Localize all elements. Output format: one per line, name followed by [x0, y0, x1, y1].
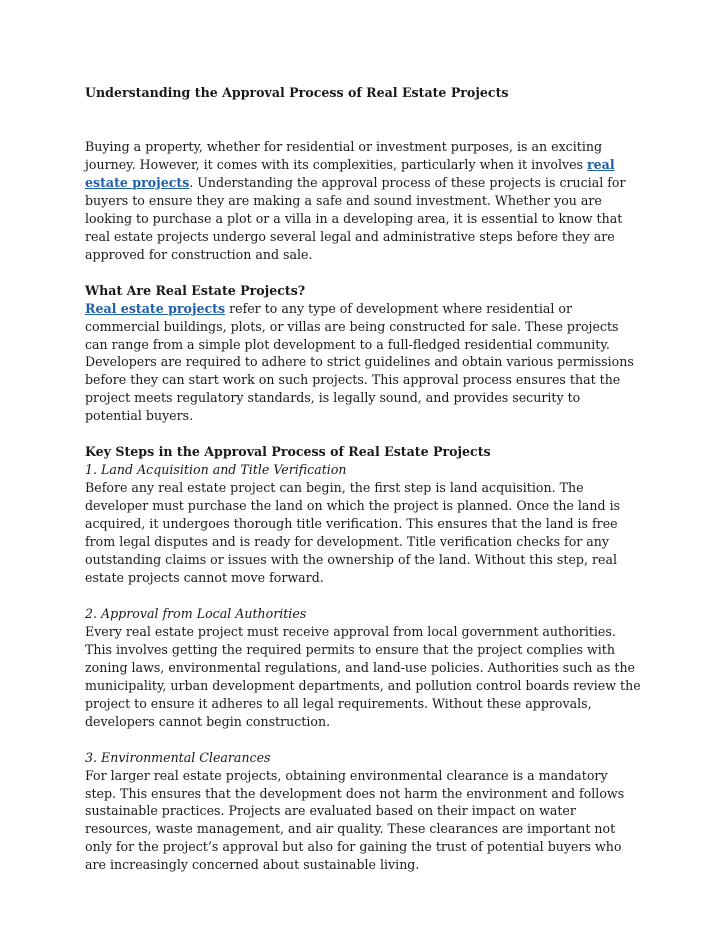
- step-environmental-clearances: [85, 749, 641, 875]
- section-text-after-link: refer to any type of development where residential or commercial buildings, plots, or villas are being constructed for sale. These projects can range from a simple plot development to a full-fledged residential community. Developers are required to adhere to strict guidelines and obtain various permissions before they can start work on such projects. This approval process ensures that the project meets regulatory standards, is legally sound, and provides security to potential buyers.: [85, 300, 634, 424]
- section-heading: Key Steps in the Approval Process of Real Estate Projects: [85, 444, 491, 460]
- step-local-authorities: [85, 605, 641, 731]
- real-estate-projects-link[interactable]: real estate projects: [85, 156, 615, 190]
- intro-text-before-link: Buying a property, whether for residential or investment purposes, is an exciting journey. However, it comes with its complexities, particularly when it involves: [85, 139, 603, 172]
- step-text: For larger real estate projects, obtaining environmental clearance is a mandatory step. This ensures that the development does not harm the environment and follows sustainable practices. Projects are evaluated based on their impact on water resources, waste management, and air quality. These clearances are important not only for the project’s approval but also for gaining the trust of potential buyers who are increasingly concerned about sustainable living.: [85, 767, 625, 873]
- document-page: [85, 84, 641, 874]
- step-subheading: 2. Approval from Local Authorities: [85, 605, 307, 621]
- section-heading: What Are Real Estate Projects?: [85, 282, 306, 298]
- section-key-steps: [85, 443, 641, 874]
- section-paragraph: [85, 300, 641, 426]
- step-subheading: 1. Land Acquisition and Title Verification: [85, 462, 347, 478]
- intro-text-after-link: . Understanding the approval process of these projects is crucial for buyers to ensure they are making a safe and sound investment. Whether you are looking to purchase a plot or a villa in a developing area, it is essential to know that real estate projects undergo several legal and administrative steps before they are approved for construction and sale.: [85, 174, 626, 262]
- step-land-acquisition: [85, 461, 641, 587]
- real-estate-projects-link-2[interactable]: Real estate projects: [85, 300, 226, 316]
- step-text: Every real estate project must receive approval from local government authorities. This involves getting the required permits to ensure that the project complies with zoning laws, environmental regulations, and land-use policies. Authorities such as the municipality, urban development departments, and pollution control boards review the project to ensure it adheres to all legal requirements. Without these approvals, developers cannot begin construction.: [85, 623, 641, 729]
- step-subheading: 3. Environmental Clearances: [85, 749, 271, 765]
- step-text: Before any real estate project can begin, the first step is land acquisition. The developer must purchase the land on which the project is planned. Once the land is acquired, it undergoes thorough title verification. This ensures that the land is free from legal disputes and is ready for development. Title verification checks for any outstanding claims or issues with the ownership of the land. Without this step, real estate projects cannot move forward.: [85, 480, 621, 585]
- document-title: Understanding the Approval Process of Real Estate Projects: [85, 85, 509, 100]
- section-what-are-projects: [85, 282, 641, 426]
- spacer: [85, 102, 641, 138]
- intro-paragraph: [85, 138, 641, 264]
